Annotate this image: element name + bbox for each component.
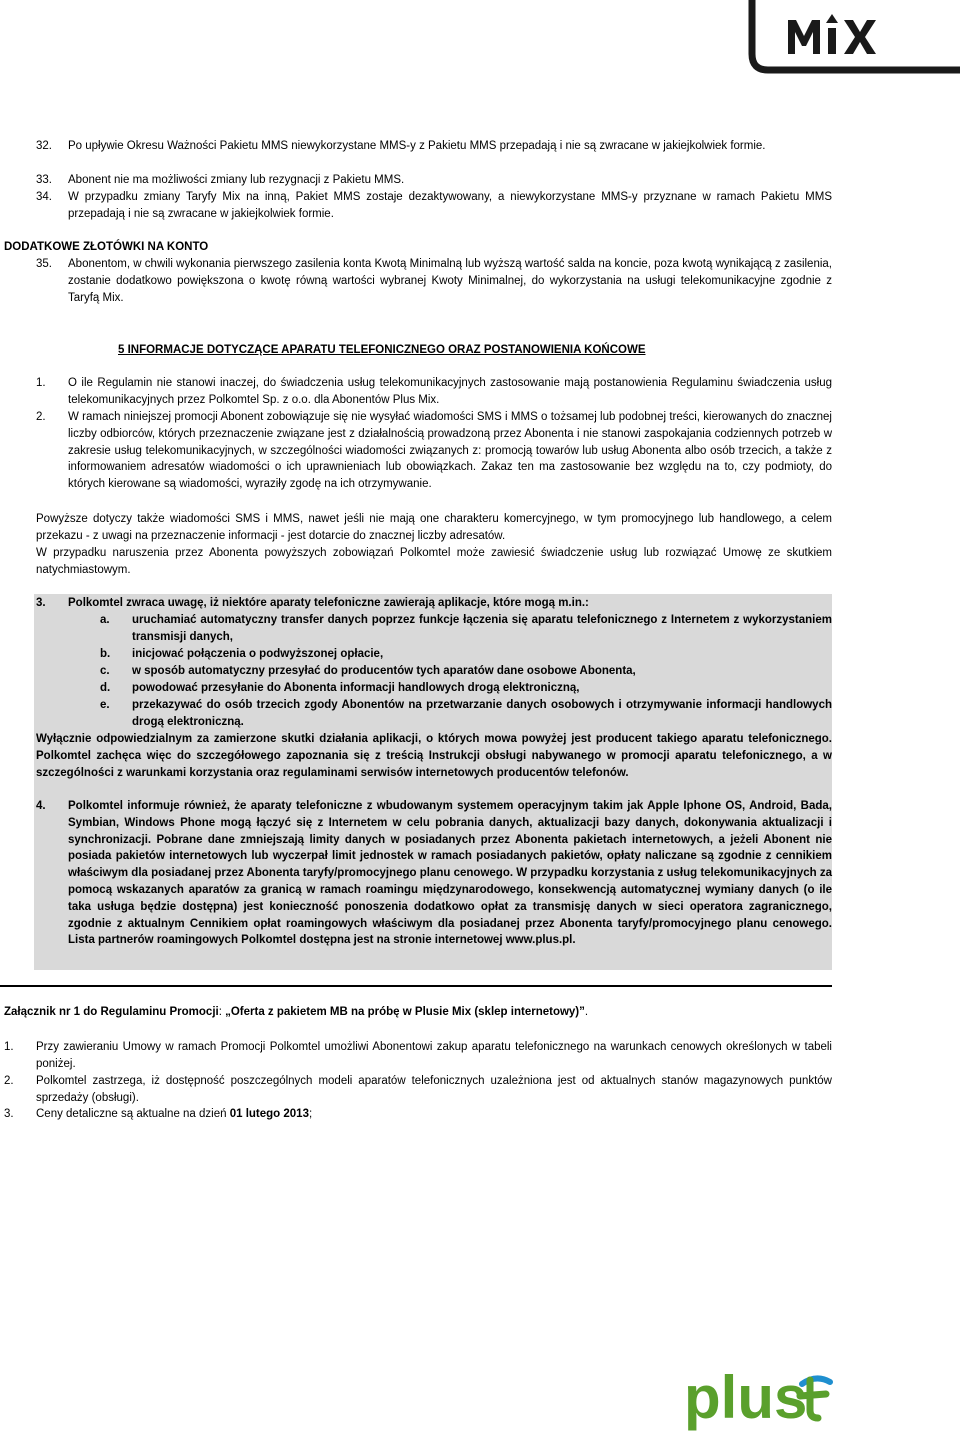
sub-item-text: w sposób automatyczny przesyłać do producentów tych aparatów dane osobowe Abonenta, [132,665,636,677]
item-text: W przypadku zmiany Taryfy Mix na inną, Pakiet MMS zostaje dezaktywowany, a niewykorzystane MMS-y przyznane w ramach Pakietu MMS przepadają i nie są zwracane w jakiejkolwiek formie. [68,191,832,220]
sub-item-letter: a. [100,614,110,626]
item-text: Polkomtel zastrzega, iż dostępność poszczególnych modeli aparatów telefonicznych uzależniona jest od aktualnych stanów magazynowych punktów sprzedaży (obsługi). [36,1075,832,1104]
section-heading: DODATKOWE ZŁOTÓWKI NA KONTO [4,241,209,253]
item-text: Przy zawieraniu Umowy w ramach Promocji Polkomtel umożliwi Abonentowi zakup aparatu telefonicznego na warunkach cenowych określonych w tabeli poniżej. [36,1041,832,1070]
svg-text:MIX: MIX [748,0,750,1]
item-text: Abonent nie ma możliwości zmiany lub rezygnacji z Pakietu MMS. [68,174,405,186]
item-text: Polkomtel informuje również, że aparaty telefoniczne z wbudowanym systemem operacyjnym takim jak Apple Iphone OS, Android, Bada, Symbian, Windows Phone mogą łączyć się z Internetem w celu pobrania danych, aktualizacji bazy danych, dokonywania aktualizacji i synchronizacji. Pobrane dane zmniejszają limity danych w posiadanych przez Abonenta pakietach internetowych, a jeżeli Abonent nie posiada pakietów internetowych lub wyczerpał limit jednostek w ramach posiadanych pakietów, opłaty naliczane są zgodnie z cennikiem właściwym dla posiadanej przez Abonenta taryfy/promocyjnego planu cenowego. W przypadku korzystania z usług telekomunikacyjnych za pomocą wskazanych aparatów za granicą w ramach roamingu międzynarodowego, konsekwencją automatycznej wymiany danych (o ile taka usługa będzie dostępna) jest konieczność ponoszenia dodatkowo opłat za transmisję danych w sieci operatora zagranicznego, zgodnie z aktualnym Cennikiem opłat roamingowych właściwym dla posiadanej przez Abonenta taryfy/promocyjnego planu cenowego. Lista partnerów roamingowych Polkomtel dostępna jest na stronie internetowej www.plus.pl. [68,800,832,947]
item-number: 2. [4,1075,14,1087]
sub-item-text: powodować przesyłanie do Abonenta informacji handlowych drogą elektroniczną, [132,682,580,694]
annex-title [4,1004,832,1021]
item-text: Po upływie Okresu Ważności Pakietu MMS niewykorzystane MMS-y z Pakietu MMS przepadają i nie są zwracane w jakiejkolwiek formie. [68,140,766,152]
mix-logo [748,0,960,76]
mix-logo-graphic [748,0,960,76]
annex-title-name: „Oferta z pakietem MB na próbę w Plusie Mix (sklep internetowy)” [225,1006,585,1018]
item-text-main: Ceny detaliczne są aktualne na dzień [36,1108,230,1120]
paragraph: Powyższe dotyczy także wiadomości SMS i MMS, nawet jeśli nie mają one charakteru komercyjnego, w tym promocyjnego lub handlowego, a celem przekazu - z uwagi na przeznaczenie informacji - jest dotarcie do znacznej liczby adresatów. [36,513,832,542]
item-text: Abonentom, w chwili wykonania pierwszego zasilenia konta Kwotą Minimalną lub wyższą wartość salda na koncie, poza kwotą wynikającą z zasilenia, zostanie dodatkowo powiększona o kwotę równą wartości wybranej Kwoty Minimalnej, do wykorzystania na usługi telekomunikacyjne zgodnie z Taryfą Mix. [68,258,832,304]
paragraph: Wyłącznie odpowiedzialnym za zamierzone skutki działania aplikacji, o których mowa powyżej jest producent takiego aparatu telefonicznego. Polkomtel zachęca więc do szczegółowego zapoznania się z treścią Instrukcji obsługi nabywanego w promocji aparatu telefonicznego, a w szczególności z warunkami korzystania oraz regulaminami serwisów internetowych producentów telefonów. [36,733,832,779]
item-number: 1. [36,377,46,389]
item-number: 32. [36,140,52,152]
plus-logo-graphic [684,1370,834,1436]
plus-logo [684,1370,834,1436]
item-number: 3. [36,597,46,609]
item-text [36,1106,832,1123]
sub-item-letter: d. [100,682,111,694]
sub-item-text: przekazywać do osób trzecich zgody Abonentów na przetwarzanie danych osobowych i otrzymywanie informacji handlowych drogą elektroniczną. [132,699,832,728]
item-text-end: ; [308,1108,313,1120]
item-text: Polkomtel zwraca uwagę, iż niektóre aparaty telefoniczne zawierają aplikacje, które mogą m.in.: [68,597,589,609]
annex-title-end: . [584,1006,589,1018]
paragraph: W przypadku naruszenia przez Abonenta powyższych zobowiązań Polkomtel może zawiesić świadczenie usług lub rozwiązać Umowę ze skutkiem natychmiastowym. [36,547,832,576]
item-number: 34. [36,191,52,203]
item-number: 2. [36,411,46,423]
sub-item-text: uruchamiać automatyczny transfer danych poprzez funkcje łączenia się aparatu telefonicznego z Internetem z wykorzystaniem transmisji danych, [132,614,832,643]
item-number: 33. [36,174,52,186]
item-number: 3. [4,1108,14,1120]
divider [0,985,832,987]
item-text: W ramach niniejszej promocji Abonent zobowiązuje się nie wysyłać wiadomości SMS i MMS o tożsamej lub podobnej treści, kierowanych do znacznej liczby odbiorców, których przeznaczenie związane jest z działalnością prowadzoną przez Abonenta i nie stanowi zaspokajania codziennych potrzeb w zakresie usług telekomunikacyjnych, w szczególności wiadomości związanych z: promocją towarów lub usług Abonenta albo osób trzecich, a także z informowaniem adresatów wiadomości o ich uprawnieniach lub obowiązkach. Zakaz ten ma zastosowanie bez względu na to, czy podmioty, do których kierowane są wiadomości, wyraziły zgodę na ich otrzymywanie. [68,411,832,491]
item-number: 35. [36,258,52,270]
sub-item-text: inicjować połączenia o podwyższonej opłacie, [132,648,384,660]
annex-title-prefix: Załącznik nr 1 do Regulaminu Promocji [4,1006,219,1018]
annex-title-sep: : [218,1006,226,1018]
sub-item-letter: e. [100,699,110,711]
item-number: 1. [4,1041,14,1053]
section-5-heading: 5 INFORMACJE DOTYCZĄCE APARATU TELEFONICZNEGO ORAZ POSTANOWIENIA KOŃCOWE [118,344,646,356]
sub-item-letter: c. [100,665,110,677]
svg-text:plus: plus [684,1370,808,1431]
price-date: 01 lutego 2013 [229,1108,309,1120]
item-number: 4. [36,800,46,812]
sub-item-letter: b. [100,648,111,660]
item-text: O ile Regulamin nie stanowi inaczej, do świadczenia usług telekomunikacyjnych zastosowanie mają postanowienia Regulaminu świadczenia usług telekomunikacyjnych przez Polkomtel Sp. z o.o. dla Abonentów Plus Mix. [68,377,832,406]
